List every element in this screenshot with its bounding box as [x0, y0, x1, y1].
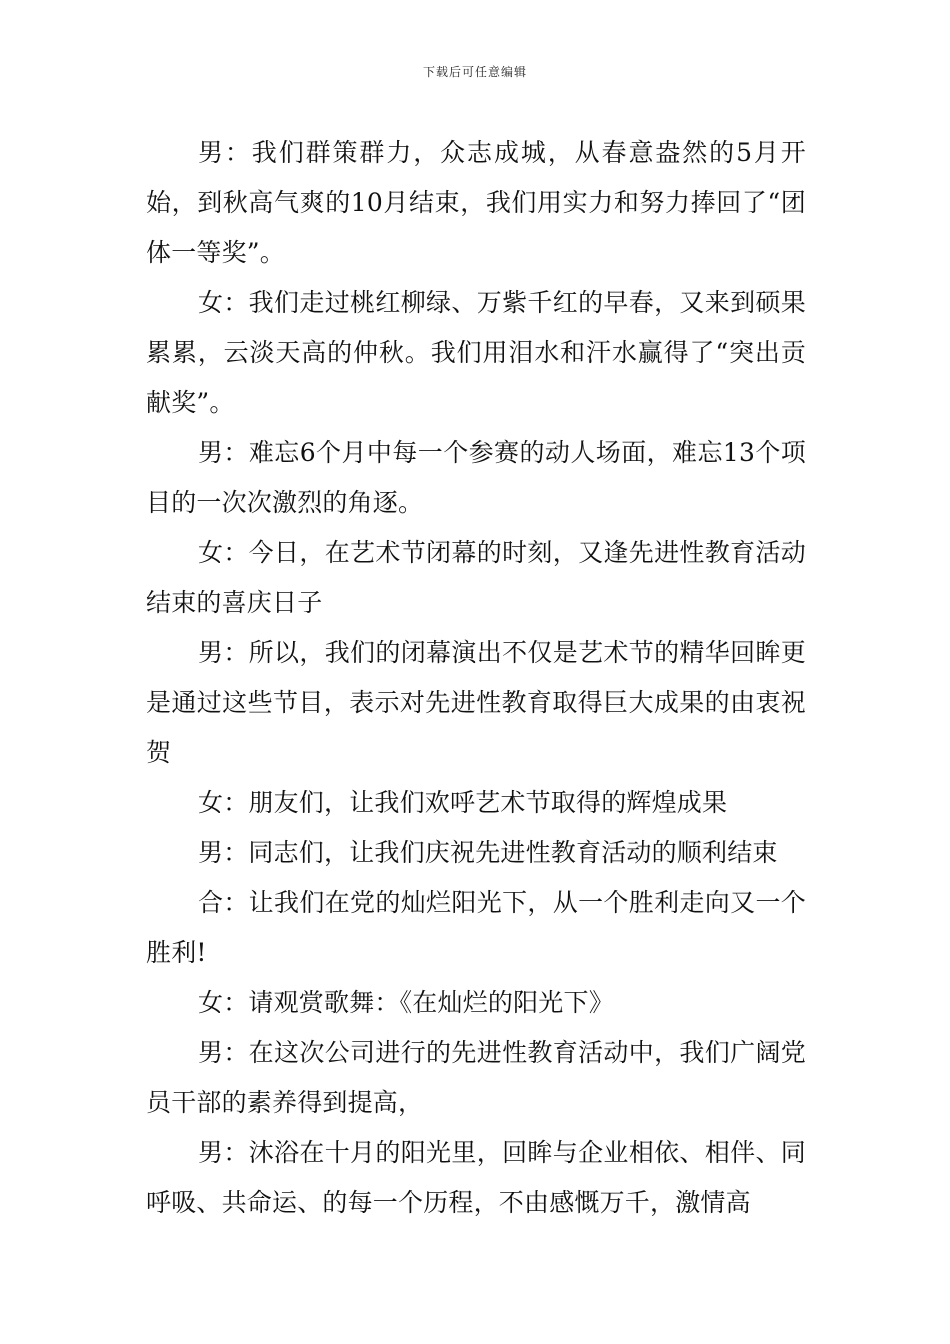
paragraph-5: 男：所以，我们的闭幕演出不仅是艺术节的精华回眸更是通过这些节目，表示对先进性教育取得巨大成果的由衷祝贺	[146, 638, 806, 767]
paragraph-10: 男：在这次公司进行的先进性教育活动中，我们广阔党员干部的素养得到提高，	[146, 1038, 806, 1117]
paragraph-3: 男：难忘6个月中每一个参赛的动人场面，难忘13个项目的一次次激烈的角逐。	[146, 438, 806, 517]
paragraph-2: 女：我们走过桃红柳绿、万紫千红的早春，又来到硕果累累，云淡天高的仲秋。我们用泪水和汗水赢得了“突出贡献奖”。	[146, 288, 806, 417]
paragraph-9: 女：请观赏歌舞：《在灿烂的阳光下》	[198, 988, 614, 1017]
paragraph-7: 男：同志们，让我们庆祝先进性教育活动的顺利结束	[198, 838, 778, 867]
paragraph-11: 男：沐浴在十月的阳光里，回眸与企业相依、相伴、同呼吸、共命运、的每一个历程，不由感慨万千，激情高	[146, 1138, 806, 1217]
paragraph-4: 女：今日，在艺术节闭幕的时刻，又逢先进性教育活动结束的喜庆日子	[146, 538, 806, 617]
page-header: 下载后可任意编辑	[422, 65, 527, 79]
paragraph-8: 合：让我们在党的灿烂阳光下，从一个胜利走向又一个胜利!	[146, 888, 806, 967]
paragraph-1: 男：我们群策群力，众志成城，从春意盎然的5月开始，到秋高气爽的10月结束，我们用实力和努力捧回了“团体一等奖”。	[146, 138, 806, 267]
document-body	[146, 128, 806, 1228]
paragraph-6: 女：朋友们，让我们欢呼艺术节取得的辉煌成果	[198, 788, 728, 817]
